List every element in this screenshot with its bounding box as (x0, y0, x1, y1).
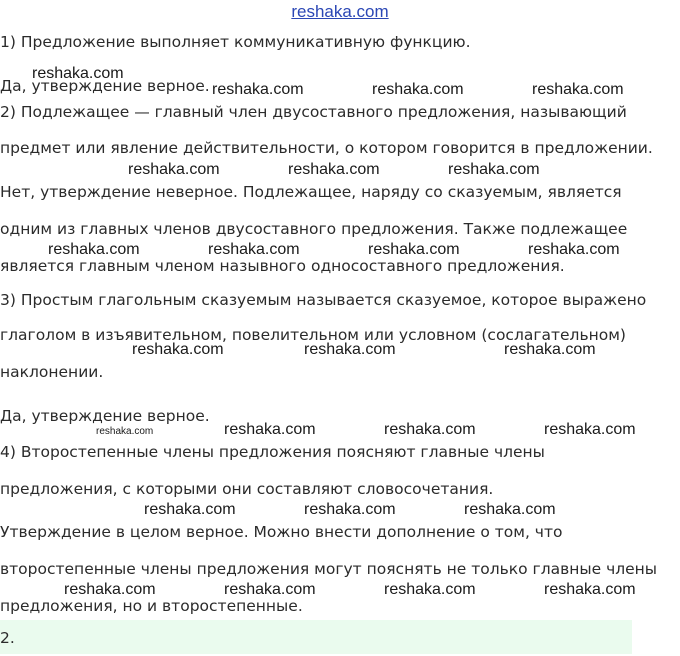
text-line: 4) Второстепенные члены предложения поясняют главные члены (0, 443, 545, 461)
site-header (0, 0, 680, 24)
text-line: одним из главных членов двусоставного предложения. Также подлежащее (0, 220, 628, 238)
watermark: reshaka.com (224, 581, 316, 598)
text-line: Нет, утверждение неверное. Подлежащее, наряду со сказуемым, является (0, 183, 622, 201)
watermark: reshaka.com (288, 161, 380, 178)
watermark: reshaka.com (504, 341, 596, 358)
watermark: reshaka.com (544, 581, 636, 598)
text-line: является главным членом назывного односоставного предложения. (0, 257, 565, 275)
watermark: reshaka.com (96, 426, 154, 437)
watermark: reshaka.com (132, 341, 224, 358)
watermark: reshaka.com (464, 501, 556, 518)
watermark: reshaka.com (384, 421, 476, 438)
watermark: reshaka.com (304, 501, 396, 518)
text-line: предложения, с которыми они составляют словосочетания. (0, 480, 494, 498)
watermark: reshaka.com (32, 65, 124, 82)
watermark: reshaka.com (144, 501, 236, 518)
watermark: reshaka.com (532, 81, 624, 98)
answer-block (0, 620, 632, 654)
text-line: предложения, но и второстепенные. (0, 597, 303, 615)
watermark: reshaka.com (544, 421, 636, 438)
answer-number: 2. (0, 629, 15, 647)
watermark: reshaka.com (212, 81, 304, 98)
watermark: reshaka.com (372, 81, 464, 98)
watermark: reshaka.com (128, 161, 220, 178)
watermark: reshaka.com (48, 241, 140, 258)
text-line: предмет или явление действительности, о котором говорится в предложении. (0, 139, 653, 157)
text-line: 2) Подлежащее — главный член двусоставного предложения, называющий (0, 103, 627, 121)
site-link[interactable]: reshaka.com (291, 2, 389, 21)
watermark: reshaka.com (448, 161, 540, 178)
watermark: reshaka.com (304, 341, 396, 358)
text-line: глаголом в изъявительном, повелительном или условном (сослагательном) (0, 326, 626, 344)
text-line: наклонении. (0, 363, 104, 381)
text-line: 3) Простым глагольным сказуемым называется сказуемое, которое выражено (0, 291, 647, 309)
text-line: Утверждение в целом верное. Можно внести дополнение о том, что (0, 523, 563, 541)
watermark: reshaka.com (368, 241, 460, 258)
text-line: 1) Предложение выполняет коммуникативную функцию. (0, 33, 471, 51)
text-line: Да, утверждение верное. (0, 407, 210, 425)
watermark: reshaka.com (224, 421, 316, 438)
text-line: второстепенные члены предложения могут пояснять не только главные члены (0, 560, 658, 578)
text-line: Да, утверждение верное. (0, 77, 210, 95)
watermark: reshaka.com (384, 581, 476, 598)
watermark: reshaka.com (64, 581, 156, 598)
watermark: reshaka.com (208, 241, 300, 258)
watermark: reshaka.com (528, 241, 620, 258)
